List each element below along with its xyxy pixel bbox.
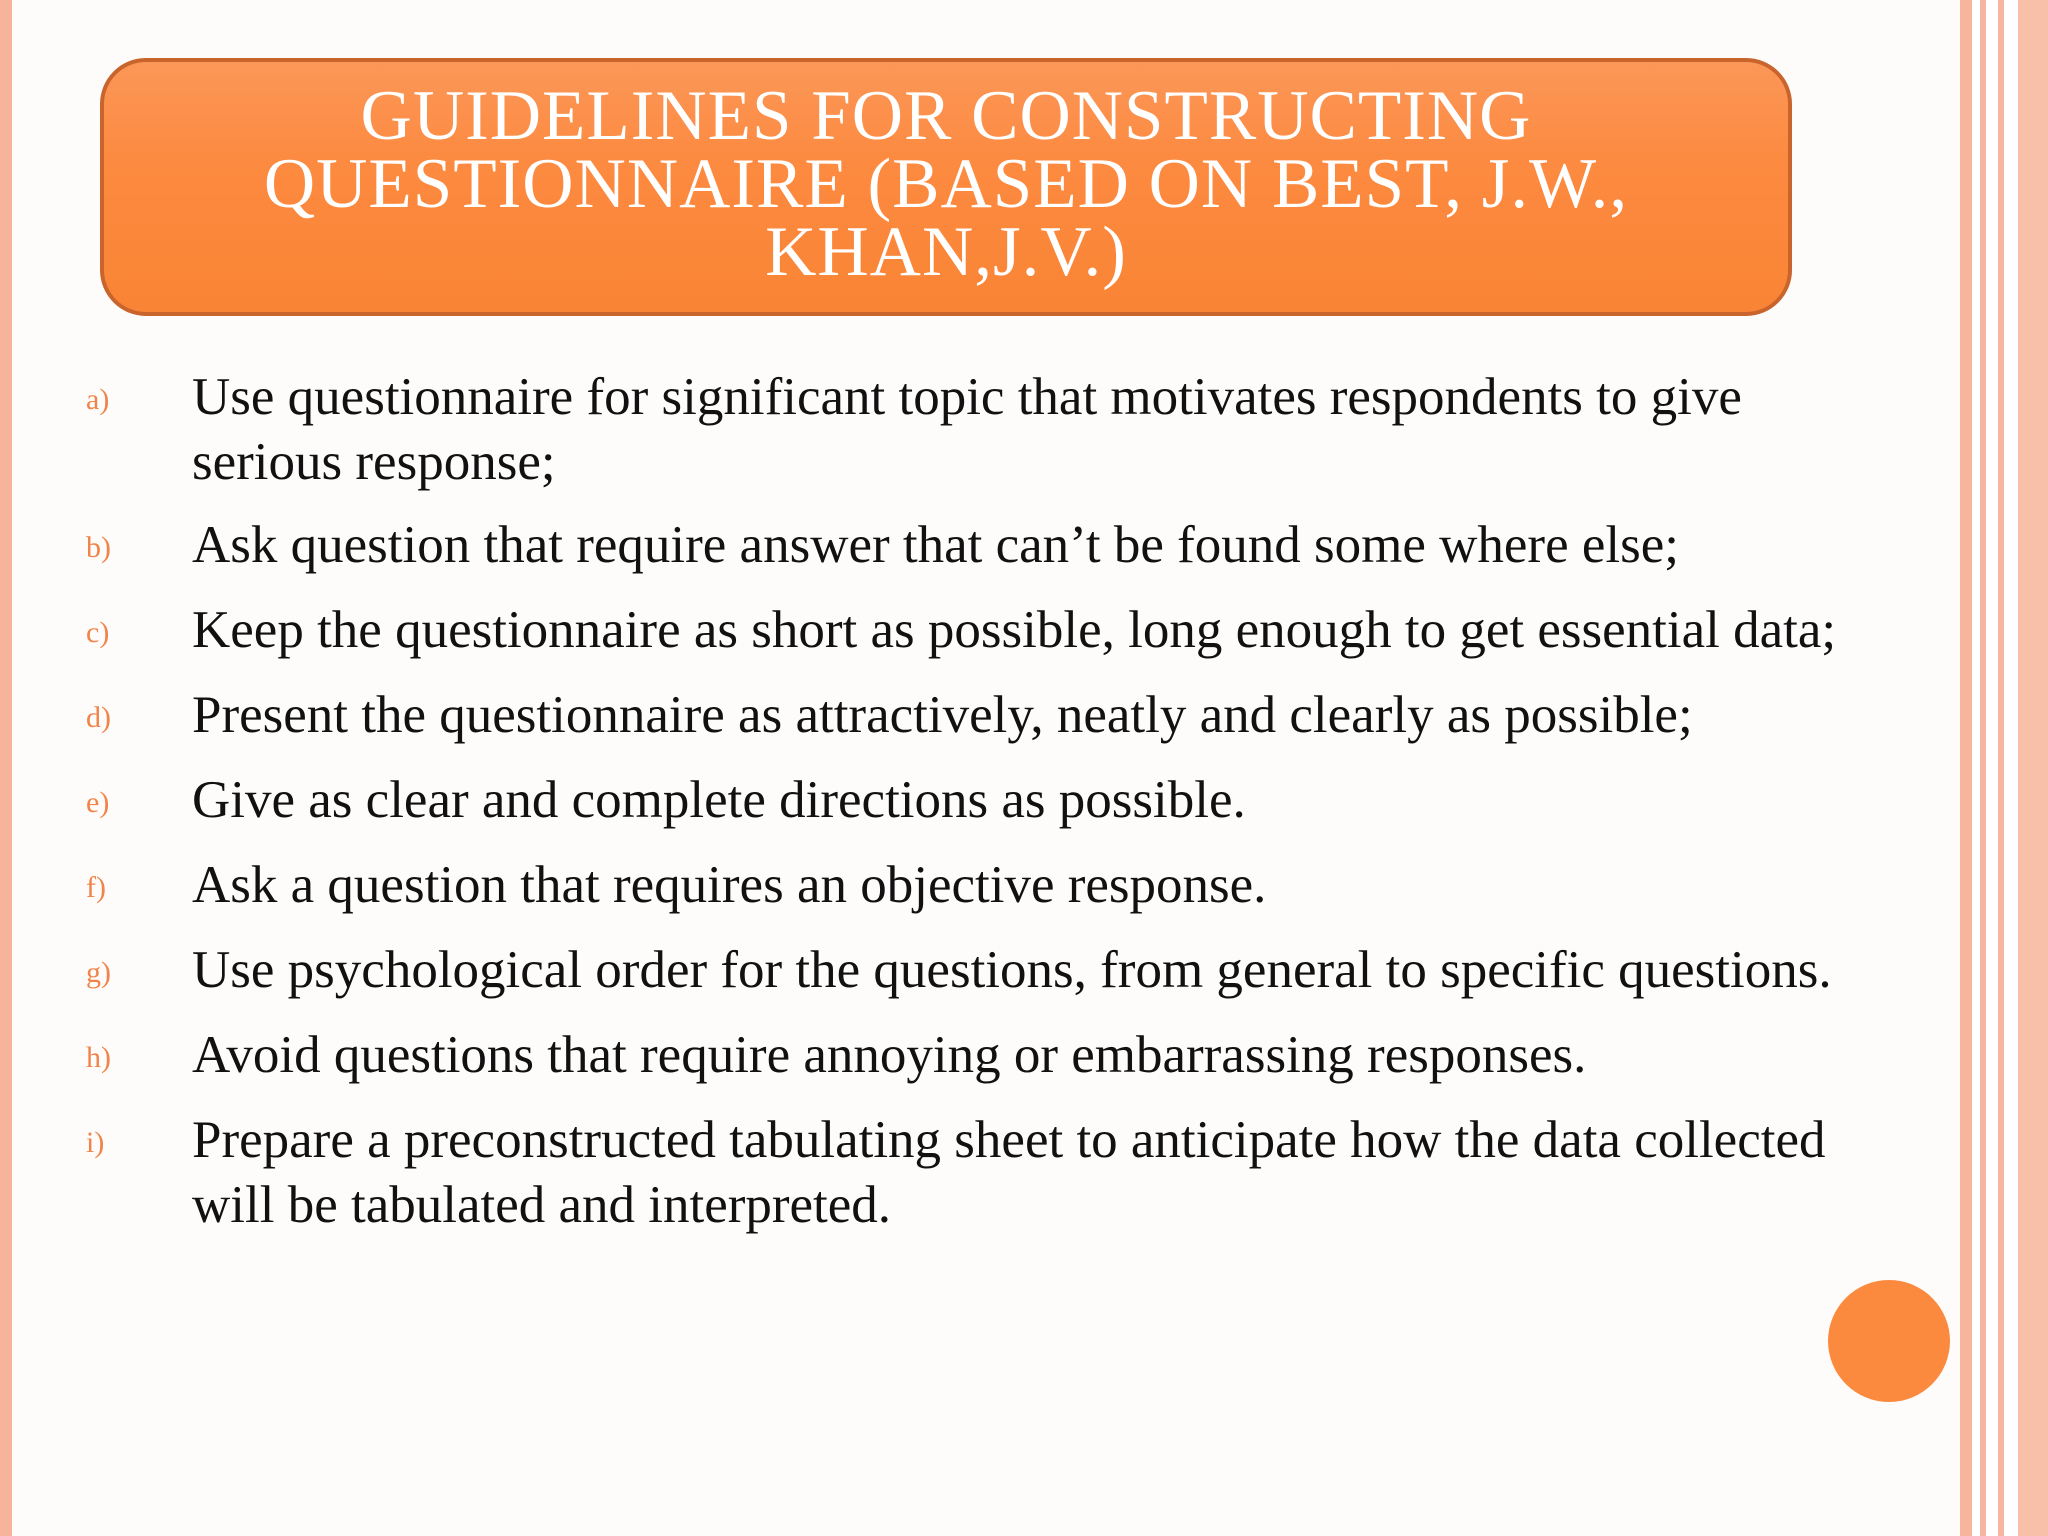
list-marker: c) (86, 616, 110, 649)
decorative-circle (1828, 1280, 1950, 1402)
list-marker: h) (86, 1041, 111, 1074)
list-item (86, 853, 1886, 920)
guideline-list (86, 365, 1886, 1256)
list-item (86, 1108, 1886, 1238)
title-banner (100, 58, 1792, 316)
list-item (86, 938, 1886, 1005)
list-marker: e) (86, 786, 110, 819)
list-item-text: Avoid questions that require annoying or embarrassing responses. (192, 1026, 1587, 1084)
list-item-text: Ask question that require answer that can’t be found some where else; (192, 516, 1679, 574)
slide-title: GUIDELINES FOR CONSTRUCTING QUESTIONNAIRE (BASED ON BEST, J.W., KHAN,J.V.) (263, 77, 1629, 291)
list-marker: i) (86, 1126, 105, 1159)
list-item (86, 598, 1886, 665)
list-marker: f) (86, 871, 106, 904)
list-item-text: Use psychological order for the questions, from general to specific questions. (192, 941, 1832, 999)
list-item-text: Present the questionnaire as attractively, neatly and clearly as possible; (192, 686, 1693, 744)
list-marker: a) (86, 383, 110, 416)
list-marker: d) (86, 701, 111, 734)
list-item-text: Give as clear and complete directions as possible. (192, 771, 1246, 829)
list-item (86, 768, 1886, 835)
list-item-text: Ask a question that requires an objective response. (192, 856, 1267, 914)
list-item-text: Keep the questionnaire as short as possible, long enough to get essential data; (192, 601, 1837, 659)
slide-right-border (1960, 0, 2048, 1536)
list-item (86, 365, 1886, 495)
list-item-text: Prepare a preconstructed tabulating sheet to anticipate how the data collected will be tabulated and interpreted. (192, 1111, 1826, 1234)
list-marker: b) (86, 531, 111, 564)
list-item (86, 513, 1886, 580)
list-item-text: Use questionnaire for significant topic that motivates respondents to give serious response; (192, 368, 1742, 491)
list-item (86, 683, 1886, 750)
list-item (86, 1023, 1886, 1090)
slide-left-border (0, 0, 12, 1536)
list-marker: g) (86, 956, 111, 989)
